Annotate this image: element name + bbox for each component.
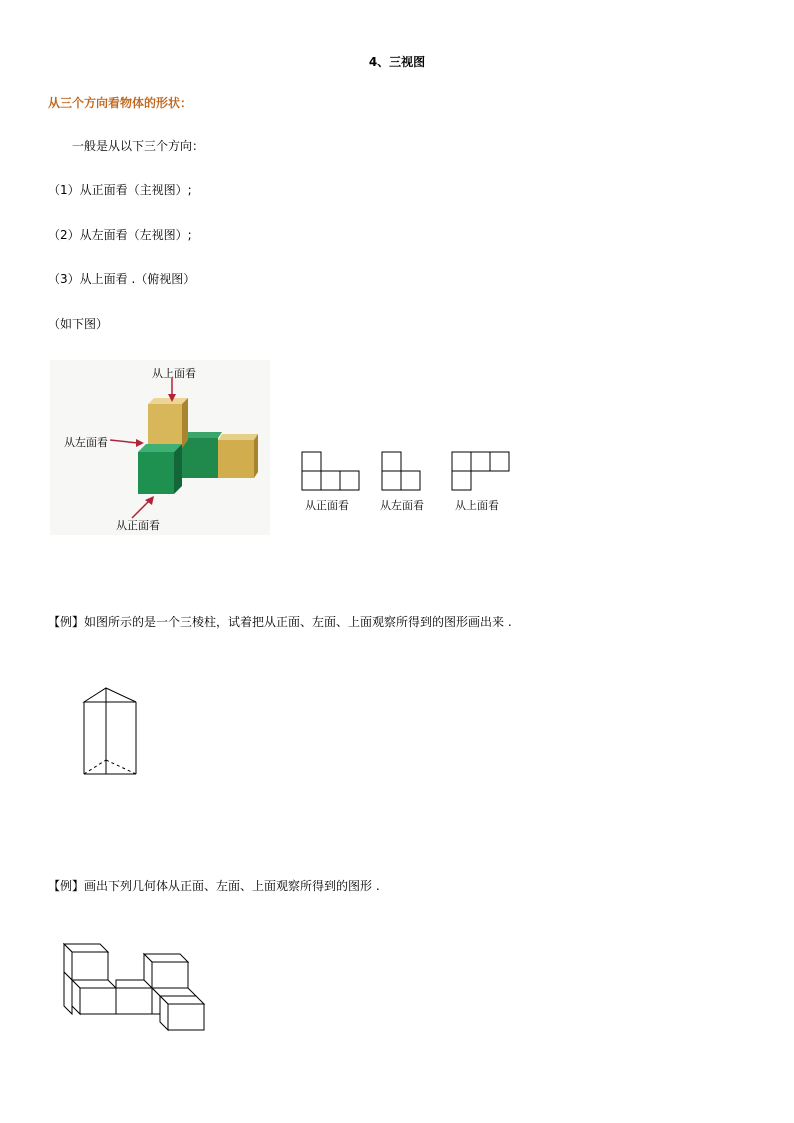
triangular-prism-figure: [80, 684, 142, 780]
list-item-left: （2）从左面看（左视图）;: [48, 228, 192, 242]
cube-assembly-drawing: [60, 940, 212, 1034]
three-views: [300, 450, 525, 520]
example-1-text: 【例】如图所示的是一个三棱柱，试着把从正面、左面、上面观察所得到的图形画出来 .: [48, 615, 512, 629]
caption-top-view: 从上面看: [455, 499, 499, 512]
page-title: 4、三视图: [368, 55, 426, 69]
triangular-prism-drawing: [80, 684, 142, 780]
intro-text: 一般是从以下三个方向：: [72, 139, 205, 153]
three-views-drawing: [300, 450, 525, 495]
label-from-front: 从正面看: [116, 519, 160, 532]
section-heading: 从三个方向看物体的形状：: [48, 96, 193, 110]
caption-front-view: 从正面看: [305, 499, 349, 512]
list-item-top: （3）从上面看 .（俯视图）: [48, 272, 196, 286]
cube-assembly-figure: [60, 940, 212, 1034]
list-item-front: （1）从正面看（主视图）;: [48, 183, 192, 197]
caption-left-view: 从左面看: [380, 499, 424, 512]
see-below-text: （如下图）: [48, 317, 109, 331]
label-from-left: 从左面看: [64, 436, 108, 449]
label-from-top: 从上面看: [152, 367, 196, 380]
example-2-text: 【例】画出下列几何体从正面、左面、上面观察所得到的图形 .: [48, 879, 380, 893]
cubes-photo: [50, 360, 270, 535]
